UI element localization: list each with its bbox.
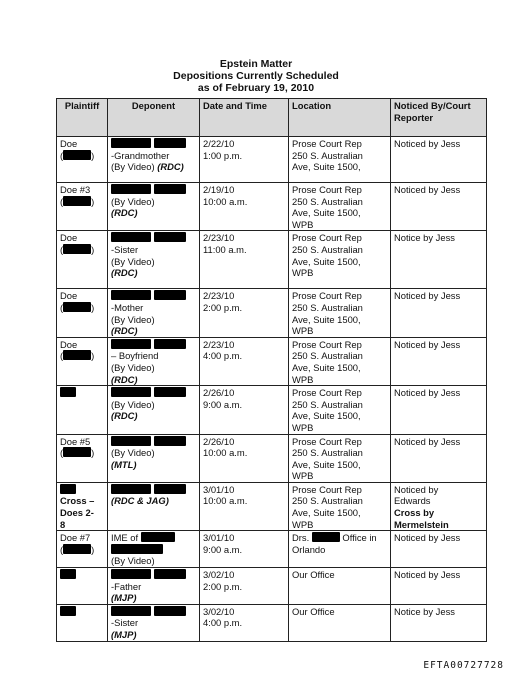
- plaintiff-redacted-line: [60, 302, 104, 314]
- cell-line: 2/26/10: [203, 387, 235, 399]
- cell-line: 2/19/10: [203, 184, 235, 195]
- cell-line: Notice by Jess: [394, 232, 455, 244]
- cell-line: Ave, Suite 1500,: [292, 161, 361, 173]
- redaction-block: [63, 544, 91, 554]
- paren: (: [60, 447, 64, 459]
- cell-line: WPB: [292, 218, 314, 230]
- cell-line: Ave, Suite 1500,: [292, 313, 361, 325]
- cell-deponent: [108, 531, 200, 568]
- cell-line: WPB: [292, 373, 314, 385]
- cell-line: 250 S. Australian: [292, 350, 363, 362]
- redaction-block: [111, 387, 151, 397]
- cell-plaintiff: [57, 604, 108, 641]
- cell-noticed: [391, 137, 487, 183]
- cell-deponent: [108, 568, 200, 605]
- paren: (: [60, 301, 64, 313]
- cell-line: 3/01/10: [203, 483, 235, 495]
- cell-line: Ave, Suite 1500,: [292, 207, 361, 219]
- cell-line: Edwards: [394, 495, 431, 507]
- cell-line: Noticed by Jess: [394, 338, 461, 350]
- cell-line: 250 S. Australian: [292, 301, 363, 313]
- cell-deponent: [108, 386, 200, 434]
- cell-line: Our Office: [292, 569, 335, 581]
- table-row: [57, 137, 487, 183]
- cell-line: (By Video): [111, 447, 155, 459]
- cell-line: Office in: [339, 532, 377, 544]
- cell-line: 2/22/10: [203, 138, 235, 149]
- cell-line: 250 S. Australian: [292, 149, 363, 161]
- plaintiff-redacted-line: [60, 447, 104, 459]
- plaintiff-redacted-line: [60, 196, 104, 208]
- redacted-line: [111, 606, 196, 618]
- cell-noticed: [391, 386, 487, 434]
- document-subtitle: Depositions Currently Scheduled: [173, 70, 339, 82]
- redacted-line: [111, 436, 196, 448]
- redacted-line: [111, 138, 196, 150]
- cell-line: WPB: [292, 421, 314, 433]
- cell-noticed: [391, 568, 487, 605]
- cell-line: 2/23/10: [203, 290, 235, 302]
- document-title: Epstein Matter: [219, 58, 293, 70]
- redaction-block: [312, 532, 340, 542]
- cell-line: Noticed by: [394, 483, 439, 495]
- redaction-block: [111, 436, 151, 446]
- cell-deponent: [108, 337, 200, 385]
- cell-line: 10:00 a.m.: [203, 495, 248, 507]
- cell-location: [289, 531, 391, 568]
- paren: (: [60, 543, 64, 555]
- col-header-deponent: Deponent: [108, 99, 200, 137]
- redaction-block: [60, 569, 76, 579]
- cell-plaintiff: [57, 137, 108, 183]
- cell-line: Mermelstein: [394, 518, 449, 530]
- bates-number: EFTA00727728: [423, 660, 504, 671]
- cell-plaintiff: [57, 482, 108, 530]
- redaction-block: [154, 606, 186, 616]
- table-row: [57, 531, 487, 568]
- cell-line: (RDC): [111, 373, 138, 385]
- redaction-block: [154, 232, 186, 242]
- cell-line: Doe #3: [60, 184, 91, 195]
- cell-line: – Boyfriend: [111, 350, 159, 362]
- cell-line: 2:00 p.m.: [203, 580, 243, 592]
- cell-line: Drs.: [292, 532, 312, 544]
- cell-line: 2/23/10: [203, 232, 235, 244]
- cell-line: 3/02/10: [203, 569, 235, 581]
- cell-location: [289, 482, 391, 530]
- cell-plaintiff: [57, 231, 108, 289]
- redaction-block: [154, 387, 186, 397]
- cell-line: Doe: [60, 138, 78, 149]
- redaction-block: [60, 606, 76, 616]
- paren: ): [91, 350, 95, 362]
- cell-deponent: [108, 289, 200, 337]
- cell-line: 250 S. Australian: [292, 195, 363, 207]
- cell-date: [200, 183, 289, 231]
- cell-plaintiff: [57, 289, 108, 337]
- cell-line: (By Video): [111, 398, 155, 410]
- cell-line: -Sister: [111, 617, 139, 629]
- cell-line: Noticed by Jess: [394, 138, 461, 149]
- redacted-line: [60, 606, 104, 618]
- plaintiff-redacted-line: [60, 244, 104, 256]
- col-header-plaintiff: Plaintiff: [57, 99, 108, 137]
- cell-line: WPB: [292, 470, 314, 482]
- paren: ): [91, 149, 95, 161]
- cell-line: Doe: [60, 290, 78, 302]
- cell-line: 4:00 p.m.: [203, 617, 243, 629]
- cell-line: 3/02/10: [203, 605, 235, 617]
- cell-deponent: [108, 231, 200, 289]
- redaction-block: [154, 484, 186, 494]
- cell-line: 10:00 a.m.: [203, 195, 248, 207]
- col-header-location: Location: [289, 99, 391, 137]
- cell-line: 250 S. Australian: [292, 495, 363, 507]
- cell-line: (RDC): [111, 207, 138, 219]
- redacted-line: [111, 339, 196, 351]
- cell-line: (By Video): [111, 255, 155, 267]
- redaction-block: [154, 339, 186, 349]
- cell-line: Cross by: [394, 507, 435, 519]
- paren: ): [91, 301, 95, 313]
- cell-line: (MTL): [111, 458, 137, 470]
- redaction-block: [63, 244, 91, 254]
- paren: ): [91, 195, 95, 207]
- cell-line: Doe: [60, 232, 78, 244]
- cell-location: [289, 183, 391, 231]
- cell-noticed: [391, 531, 487, 568]
- cell-plaintiff: [57, 568, 108, 605]
- cell-line: Cross –: [60, 495, 95, 507]
- redaction-block: [154, 290, 186, 300]
- redaction-block: [111, 138, 151, 148]
- cell-line: (MJP): [111, 629, 137, 640]
- cell-location: [289, 289, 391, 337]
- cell-line: 8: [60, 518, 66, 530]
- table-row: [57, 386, 487, 434]
- cell-line: WPB: [292, 325, 314, 337]
- cell-line: (RDC): [111, 267, 138, 279]
- cell-line: 10:00 a.m.: [203, 447, 248, 459]
- redaction-block: [154, 138, 186, 148]
- cell-line: Noticed by Jess: [394, 387, 461, 399]
- cell-line: 250 S. Australian: [292, 243, 363, 255]
- cell-date: [200, 231, 289, 289]
- cell-line: Ave, Suite 1500,: [292, 255, 361, 267]
- cell-date: [200, 137, 289, 183]
- cell-noticed: [391, 337, 487, 385]
- cell-line: Ave, Suite 1500,: [292, 458, 361, 470]
- redaction-block: [111, 339, 151, 349]
- cell-line: WPB: [292, 267, 314, 279]
- paren: (: [60, 243, 64, 255]
- redacted-line: [60, 387, 104, 399]
- cell-line: Ave, Suite 1500,: [292, 507, 361, 519]
- cell-line: (RDC & JAG): [111, 495, 169, 507]
- redacted-line: [111, 184, 196, 196]
- cell-line: Noticed by Jess: [394, 435, 461, 447]
- cell-line: (RDC): [111, 325, 138, 337]
- table-row: [57, 289, 487, 337]
- cell-date: [200, 289, 289, 337]
- table-row: [57, 604, 487, 641]
- cell-date: [200, 337, 289, 385]
- redaction-block: [60, 387, 76, 397]
- cell-date: [200, 434, 289, 482]
- cell-plaintiff: [57, 531, 108, 568]
- drs-line: [292, 532, 387, 544]
- ime-line: [111, 532, 196, 544]
- depositions-table: [56, 98, 487, 642]
- cell-plaintiff: [57, 337, 108, 385]
- cell-date: [200, 482, 289, 530]
- cell-line: Doe: [60, 338, 78, 350]
- plaintiff-redacted-line: [60, 150, 104, 162]
- cell-location: [289, 568, 391, 605]
- cell-noticed: [391, 289, 487, 337]
- redacted-line: [111, 569, 196, 581]
- redaction-block: [111, 232, 151, 242]
- cell-line: (MJP): [111, 592, 137, 604]
- cell-plaintiff: [57, 183, 108, 231]
- cell-date: [200, 604, 289, 641]
- cell-plaintiff: [57, 434, 108, 482]
- cell-line: 3/01/10: [203, 532, 235, 544]
- redaction-block: [60, 484, 76, 494]
- paren: (: [60, 350, 64, 362]
- cell-deponent: [108, 434, 200, 482]
- cell-location: [289, 231, 391, 289]
- redaction-block: [154, 184, 186, 194]
- header-row: [57, 99, 487, 137]
- cell-line: -Mother: [111, 301, 144, 313]
- cell-line: Doe #7: [60, 532, 91, 544]
- cell-line: IME of: [111, 532, 141, 544]
- cell-line: (By Video): [111, 195, 155, 207]
- redacted-line: [60, 569, 104, 581]
- cell-location: [289, 337, 391, 385]
- redacted-line: [111, 232, 196, 244]
- cell-line: 250 S. Australian: [292, 398, 363, 410]
- table-row: [57, 434, 487, 482]
- redaction-block: [63, 302, 91, 312]
- redacted-line: [60, 484, 104, 496]
- redaction-block: [154, 569, 186, 579]
- cell-plaintiff: [57, 386, 108, 434]
- cell-line: 11:00 a.m.: [203, 243, 247, 255]
- plaintiff-redacted-line: [60, 544, 104, 556]
- cell-line: (By Video) (RDC): [111, 161, 184, 173]
- cell-line: Doe #5: [60, 435, 91, 447]
- cell-line: (By Video): [111, 313, 155, 325]
- cell-line: 1:00 p.m.: [203, 149, 243, 161]
- cell-line: Ave, Suite 1500,: [292, 361, 361, 373]
- cell-line: Does 2-: [60, 507, 94, 519]
- redacted-line: [111, 387, 196, 399]
- cell-line: Prose Court Rep: [292, 387, 362, 399]
- cell-noticed: [391, 434, 487, 482]
- cell-line: Noticed by Jess: [394, 184, 461, 195]
- redaction-block: [111, 569, 151, 579]
- cell-noticed: [391, 231, 487, 289]
- cell-location: [289, 386, 391, 434]
- cell-line: -Grandmother: [111, 149, 170, 161]
- table-row: [57, 337, 487, 385]
- cell-date: [200, 531, 289, 568]
- redaction-block: [111, 484, 151, 494]
- redaction-block: [141, 532, 175, 542]
- cell-deponent: [108, 183, 200, 231]
- cell-deponent: [108, 137, 200, 183]
- redaction-block: [111, 606, 151, 616]
- cell-line: Prose Court Rep: [292, 290, 362, 302]
- redacted-line: [111, 290, 196, 302]
- cell-date: [200, 386, 289, 434]
- cell-deponent: [108, 604, 200, 641]
- cell-line: Ave, Suite 1500,: [292, 410, 361, 422]
- cell-noticed: [391, 604, 487, 641]
- table-row: [57, 482, 487, 530]
- cell-line: Prose Court Rep: [292, 483, 362, 495]
- table-row: [57, 568, 487, 605]
- redaction-block: [63, 196, 91, 206]
- table-row: [57, 231, 487, 289]
- cell-line: Orlando: [292, 543, 326, 555]
- redaction-block: [111, 290, 151, 300]
- cell-line: Noticed by Jess: [394, 290, 461, 302]
- cell-line: Prose Court Rep: [292, 435, 362, 447]
- table-row: [57, 183, 487, 231]
- document-date: as of February 19, 2010: [197, 82, 315, 94]
- cell-line: -Father: [111, 580, 142, 592]
- cell-date: [200, 568, 289, 605]
- cell-line: Noticed by Jess: [394, 532, 461, 544]
- plaintiff-redacted-line: [60, 350, 104, 362]
- cell-line: Prose Court Rep: [292, 232, 362, 244]
- col-header-noticed-by: Noticed By/Court Reporter: [391, 99, 487, 137]
- cell-line: 2/26/10: [203, 435, 235, 447]
- redaction-block: [111, 184, 151, 194]
- cell-line: 2:00 p.m.: [203, 301, 243, 313]
- cell-location: [289, 434, 391, 482]
- cell-line: Prose Court Rep: [292, 184, 362, 195]
- redaction-block: [111, 544, 163, 554]
- paren: (: [60, 195, 64, 207]
- cell-line: Notice by Jess: [394, 605, 455, 617]
- paren: ): [91, 447, 95, 459]
- paren: ): [91, 243, 95, 255]
- cell-line: (By Video): [111, 555, 155, 567]
- cell-line: 4:00 p.m.: [203, 350, 243, 362]
- redacted-line: [111, 484, 196, 496]
- redaction-block: [154, 436, 186, 446]
- cell-line: -Sister: [111, 243, 139, 255]
- cell-line: 9:00 a.m.: [203, 543, 243, 555]
- cell-line: 2/23/10: [203, 338, 235, 350]
- cell-noticed: [391, 183, 487, 231]
- cell-line: Noticed by Jess: [394, 569, 461, 581]
- cell-line: 9:00 a.m.: [203, 398, 243, 410]
- cell-line: Our Office: [292, 605, 335, 617]
- cell-line: Prose Court Rep: [292, 338, 362, 350]
- cell-line: (By Video): [111, 361, 155, 373]
- redaction-block: [63, 350, 91, 360]
- cell-location: [289, 137, 391, 183]
- cell-location: [289, 604, 391, 641]
- redaction-block: [63, 150, 91, 160]
- paren: ): [91, 543, 95, 555]
- col-header-date-time: Date and Time: [200, 99, 289, 137]
- redaction-block: [63, 447, 91, 457]
- cell-noticed: [391, 482, 487, 530]
- paren: (: [60, 149, 64, 161]
- cell-line: WPB: [292, 518, 314, 530]
- cell-line: (RDC): [111, 410, 138, 422]
- redacted-line: [111, 544, 196, 556]
- cell-line: Prose Court Rep: [292, 138, 362, 149]
- cell-line: 250 S. Australian: [292, 447, 363, 459]
- cell-deponent: [108, 482, 200, 530]
